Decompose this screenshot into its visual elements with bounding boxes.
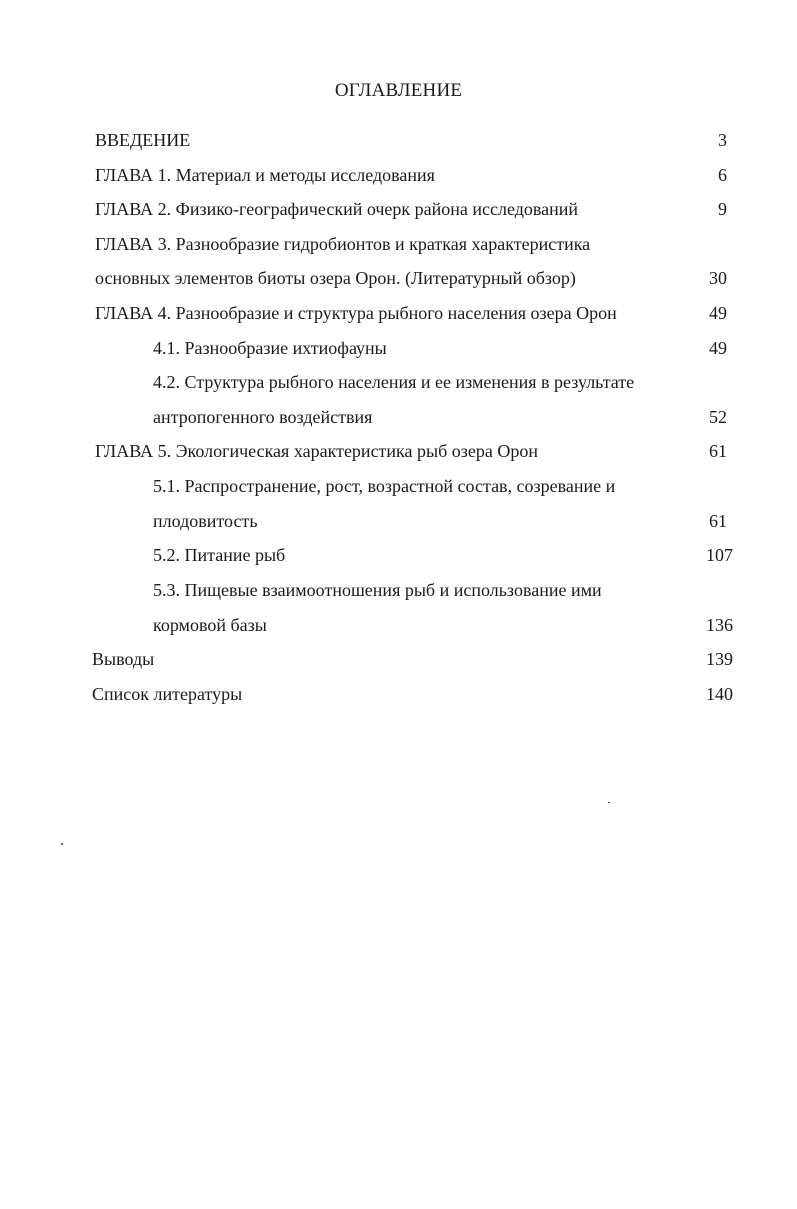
toc-entry-section-4-2-line1: 4.2. Структура рыбного населения и ее изменения в результате <box>153 372 635 392</box>
toc-entry-chapter-3-line2: основных элементов биоты озера Орон. (Литературный обзор) <box>95 268 576 288</box>
scan-speck <box>61 843 64 846</box>
toc-page-intro: 3 <box>718 130 727 150</box>
toc-page-chapter-4: 49 <box>709 303 727 323</box>
toc-page-chapter-5: 61 <box>709 441 727 461</box>
toc-entry-section-5-3-line1: 5.3. Пищевые взаимоотношения рыб и использование ими <box>153 580 602 600</box>
page-title: ОГЛАВЛЕНИЕ <box>334 80 463 101</box>
toc-page-section-5-1: 61 <box>709 511 727 531</box>
toc-entry-conclusions: Выводы <box>92 649 155 669</box>
toc-entry-references: Список литературы <box>92 684 243 704</box>
toc-entry-section-5-1-line1: 5.1. Распространение, рост, возрастной состав, созревание и <box>153 476 616 496</box>
toc-page-section-4-1: 49 <box>709 338 727 358</box>
toc-entry-chapter-2: ГЛАВА 2. Физико-географический очерк района исследований <box>95 199 579 219</box>
toc-page-section-4-2: 52 <box>709 407 727 427</box>
toc-page-chapter-3: 30 <box>709 268 727 288</box>
scan-speck <box>608 802 610 803</box>
toc-page-chapter-1: 6 <box>718 165 727 185</box>
toc-page-section-5-3: 136 <box>706 615 733 635</box>
toc-entry-section-5-2: 5.2. Питание рыб <box>153 545 286 565</box>
toc-entry-chapter-5: ГЛАВА 5. Экологическая характеристика рыб озера Орон <box>95 441 538 461</box>
toc-entry-section-5-1-line2: плодовитость <box>153 511 258 531</box>
toc-entry-chapter-3-line1: ГЛАВА 3. Разнообразие гидробионтов и краткая характеристика <box>95 234 591 254</box>
toc-page-section-5-2: 107 <box>706 545 733 565</box>
toc-entry-section-4-1: 4.1. Разнообразие ихтиофауны <box>153 338 387 358</box>
toc-entry-chapter-4: ГЛАВА 4. Разнообразие и структура рыбного населения озера Орон <box>95 303 617 323</box>
toc-page-chapter-2: 9 <box>718 199 727 219</box>
toc-page-conclusions: 139 <box>706 649 733 669</box>
toc-entry-section-5-3-line2: кормовой базы <box>153 615 267 635</box>
toc-entry-intro: ВВЕДЕНИЕ <box>95 130 191 150</box>
toc-entry-section-4-2-line2: антропогенного воздействия <box>153 407 373 427</box>
toc-page-references: 140 <box>706 684 733 704</box>
toc-entry-chapter-1: ГЛАВА 1. Материал и методы исследования <box>95 165 435 185</box>
